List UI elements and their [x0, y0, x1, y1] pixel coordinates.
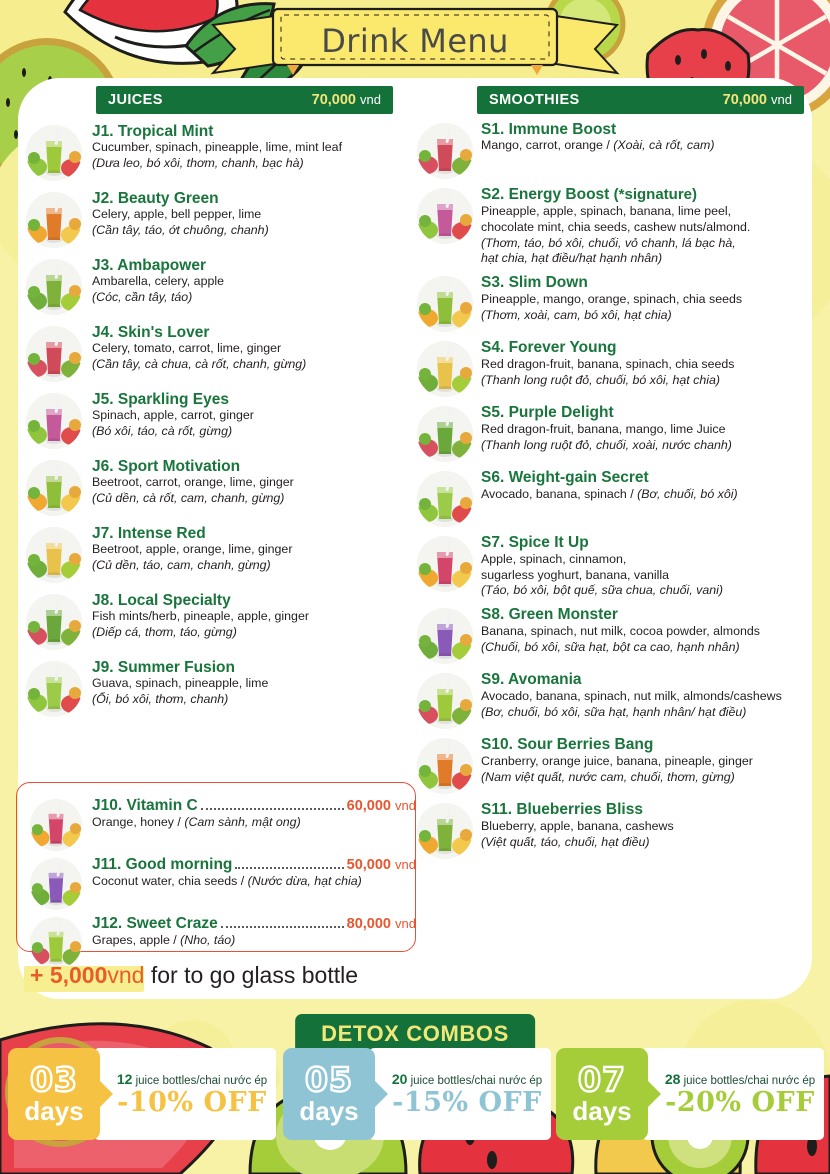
smoothie-item-name: S8. Green Monster: [481, 606, 618, 624]
togo-text: for to go glass bottle: [144, 962, 358, 988]
smoothie-item-desc: Cranberry, orange juice, banana, pineaple, ginger: [481, 753, 753, 768]
special-item-price: 60,000 vnd: [346, 798, 416, 814]
special-item-body: [92, 797, 416, 831]
detox-days-number: 05: [305, 1060, 353, 1100]
smoothie-item-desc-vn-2: hạt chia, hạt điều/hạt hạnh nhân): [481, 251, 663, 266]
special-item-desc: Coconut water, chia seeds / (Nước dừa, hạt chia): [92, 874, 362, 888]
detox-bottles: 28 juice bottles/chai nước ép: [664, 1070, 816, 1087]
smoothie-item-name: S1. Immune Boost: [481, 121, 617, 138]
juice-item-desc: Cucumber, spinach, pineapple, lime, mint leaf: [92, 140, 343, 155]
juice-thumb-j11: [30, 858, 82, 910]
juice-item-name: J8. Local Specialty: [92, 592, 231, 609]
special-juices-list: [16, 786, 416, 969]
smoothie-item-desc: Avocado, banana, spinach / (Bơ, chuối, bó xôi): [481, 486, 738, 501]
smoothie-thumb-s3: [417, 276, 473, 332]
juice-item-desc: Celery, tomato, carrot, lime, ginger: [92, 341, 282, 356]
juice-thumb-j6: [26, 460, 82, 516]
juice-item: [8, 257, 403, 315]
smoothie-item-name: S3. Slim Down: [481, 274, 588, 292]
juices-section-header: [96, 86, 393, 114]
smoothies-header-label: SMOOTHIES: [489, 92, 580, 108]
smoothie-item-body: [481, 404, 818, 453]
detox-days-box: [283, 1048, 375, 1140]
leader-dots: [201, 808, 344, 810]
special-juice-item: [16, 915, 416, 969]
special-item-name: J11. Good morning: [92, 856, 233, 873]
juice-item-name: J9. Summer Fusion: [92, 659, 235, 676]
special-item-name: J10. Vitamin C: [92, 797, 198, 814]
juice-item: [8, 659, 403, 717]
smoothie-item-desc: Red dragon-fruit, banana, mango, lime Juice: [481, 421, 726, 436]
special-item-body: [92, 856, 416, 890]
special-item-price: 80,000 vnd: [346, 916, 416, 932]
juice-thumb-j2: [26, 192, 82, 248]
juice-thumb-j8: [26, 594, 82, 650]
smoothie-item-body: [481, 534, 818, 599]
juice-item-desc: Fish mints/herb, pineaple, apple, ginger: [92, 609, 309, 624]
smoothies-list: [415, 121, 818, 859]
page-title: Drink Menu: [321, 22, 509, 60]
special-item-price-row: [92, 856, 416, 874]
juice-item: [8, 190, 403, 248]
leader-dots: [235, 867, 343, 869]
detox-combo-info: [642, 1048, 824, 1140]
juice-item-desc-vn: (Củ dền, táo, cam, chanh, gừng): [92, 558, 271, 573]
detox-days-box: [8, 1048, 100, 1140]
smoothie-thumb-s9: [417, 673, 473, 729]
smoothie-item-body: [481, 469, 818, 502]
smoothie-item-body: [481, 339, 818, 388]
smoothie-item-body: [481, 274, 818, 323]
togo-amount: 5,000: [49, 962, 108, 988]
smoothie-item-name: S5. Purple Delight: [481, 404, 614, 422]
smoothies-header-price: 70,000 vnd: [722, 92, 792, 108]
juice-item-desc-vn: (Dưa leo, bó xôi, thơm, chanh, bạc hà): [92, 156, 304, 171]
detox-combo: [8, 1048, 276, 1140]
special-item-price: 50,000 vnd: [346, 857, 416, 873]
detox-discount: -10% OFF: [117, 1086, 267, 1118]
juice-item-name: J1. Tropical Mint: [92, 123, 214, 140]
detox-discount: -20% OFF: [665, 1086, 815, 1118]
smoothie-thumb-s11: [417, 803, 473, 859]
juice-item-body: [92, 190, 403, 239]
smoothie-thumb-s1: [417, 123, 473, 179]
juice-item-name: J2. Beauty Green: [92, 190, 219, 207]
juice-item-name: J6. Sport Motivation: [92, 458, 241, 475]
smoothie-item: [415, 736, 818, 794]
detox-combo: [283, 1048, 551, 1140]
detox-combo: [556, 1048, 824, 1140]
juice-item: [8, 324, 403, 382]
detox-discount: -15% OFF: [392, 1086, 542, 1118]
smoothies-column: [415, 86, 830, 859]
juice-item-desc-vn: (Củ dền, cà rốt, cam, chanh, gừng): [92, 491, 285, 506]
smoothie-item: [415, 274, 818, 332]
juice-item-desc-vn: (Diếp cá, thơm, táo, gừng): [92, 625, 237, 640]
juice-item-name: J5. Sparkling Eyes: [92, 391, 229, 408]
juice-item: [8, 592, 403, 650]
detox-days-label: days: [299, 1095, 359, 1126]
juices-header-price: 70,000 vnd: [311, 92, 381, 108]
smoothie-item-desc-vn: (Thơm, táo, bó xôi, chuối, vỏ chanh, lá bạc hà,: [481, 235, 736, 250]
smoothie-item-desc-vn: (Nam việt quất, nước cam, chuối, thơm, gừng): [481, 769, 735, 784]
special-item-desc: Grapes, apple / (Nho, táo): [92, 933, 236, 947]
smoothie-thumb-s5: [417, 406, 473, 462]
smoothie-item-name: S10. Sour Berries Bang: [481, 736, 654, 754]
detox-combo-info: [369, 1048, 551, 1140]
juice-thumb-j10: [30, 799, 82, 851]
smoothie-item-name: S9. Avomania: [481, 671, 582, 689]
togo-bottle-note: [30, 962, 358, 989]
smoothie-item-desc-vn: (Chuối, bó xôi, sữa hạt, bột ca cao, hạnh nhân): [481, 639, 740, 654]
smoothie-item-name: S4. Forever Young: [481, 339, 617, 357]
special-juice-item: [16, 856, 416, 910]
juice-thumb-j5: [26, 393, 82, 449]
smoothie-item-desc: Blueberry, apple, banana, cashews: [481, 818, 674, 833]
special-item-price-row: [92, 797, 416, 815]
smoothie-item-name: S2. Energy Boost (*signature): [481, 186, 697, 203]
juice-item-body: [92, 123, 403, 172]
juice-item-desc-vn: (Cần tây, táo, ớt chuông, chanh): [92, 223, 269, 238]
juice-item-body: [92, 324, 403, 373]
special-item-name: J12. Sweet Craze: [92, 915, 218, 932]
smoothie-item: [415, 339, 818, 397]
smoothie-item-body: [481, 121, 818, 154]
smoothie-item-name: S6. Weight-gain Secret: [481, 469, 649, 487]
smoothie-item-desc: Pineapple, mango, orange, spinach, chia seeds: [481, 291, 743, 306]
smoothie-item: [415, 186, 818, 267]
detox-days-number: 03: [30, 1060, 78, 1100]
juice-item-desc: Beetroot, apple, orange, lime, ginger: [92, 542, 293, 557]
juice-thumb-j9: [26, 661, 82, 717]
detox-days-number: 07: [578, 1060, 626, 1100]
togo-plus: +: [30, 962, 50, 988]
smoothie-item: [415, 534, 818, 599]
detox-days-label: days: [572, 1095, 632, 1126]
smoothie-item: [415, 404, 818, 462]
smoothie-item: [415, 469, 818, 527]
togo-unit: vnd: [107, 962, 145, 988]
detox-days-label: days: [24, 1095, 84, 1126]
juice-item: [8, 525, 403, 583]
leader-dots: [221, 926, 344, 928]
smoothie-item-desc-vn: (Thơm, xoài, cam, bó xôi, hạt chia): [481, 307, 672, 322]
juice-item: [8, 391, 403, 449]
smoothie-item-desc-vn: (Việt quất, táo, chuối, hạt điều): [481, 834, 650, 849]
special-item-desc: Orange, honey / (Cam sành, mật ong): [92, 815, 301, 829]
juice-item-body: [92, 592, 403, 641]
smoothie-item-body: [481, 671, 818, 720]
smoothie-thumb-s6: [417, 471, 473, 527]
smoothie-item-desc: Red dragon-fruit, banana, spinach, chia seeds: [481, 356, 735, 371]
detox-bottles: 20 juice bottles/chai nước ép: [391, 1070, 543, 1087]
smoothie-item-name: S7. Spice It Up: [481, 534, 589, 552]
smoothie-item-body: [481, 801, 818, 850]
juice-thumb-j1: [26, 125, 82, 181]
juice-item-body: [92, 659, 403, 708]
smoothie-item-desc-vn: (Bơ, chuối, bó xôi, sữa hạt, hạnh nhân/ hạt điều): [481, 704, 747, 719]
special-item-body: [92, 915, 416, 949]
smoothie-item-desc: Banana, spinach, nut milk, cocoa powder, almonds: [481, 623, 760, 638]
smoothie-item-desc: Mango, carrot, orange / (Xoài, cà rốt, cam): [481, 138, 715, 153]
juice-item-desc-vn: (Ổi, bó xôi, thơm, chanh): [92, 692, 229, 707]
smoothie-thumb-s4: [417, 341, 473, 397]
juice-item-desc-vn: (Cần tây, cà chua, cà rốt, chanh, gừng): [92, 357, 307, 372]
juice-item-body: [92, 257, 403, 306]
detox-combo-info: [94, 1048, 276, 1140]
juices-list: [8, 123, 403, 717]
juice-item-desc: Beetroot, carrot, orange, lime, ginger: [92, 475, 294, 490]
juice-thumb-j3: [26, 259, 82, 315]
juice-item-desc-vn: (Bó xôi, táo, cà rốt, gừng): [92, 424, 233, 439]
smoothie-item: [415, 801, 818, 859]
juice-thumb-j7: [26, 527, 82, 583]
detox-combos-row: [0, 1048, 830, 1160]
smoothie-item: [415, 606, 818, 664]
detox-combos-banner: DETOX COMBOS: [295, 1014, 535, 1055]
smoothie-item-name: S11. Blueberries Bliss: [481, 801, 643, 819]
juice-item-name: J4. Skin's Lover: [92, 324, 210, 341]
smoothie-item-body: [481, 606, 818, 655]
smoothie-thumb-s10: [417, 738, 473, 794]
juice-item-desc: Guava, spinach, pineapple, lime: [92, 676, 269, 691]
smoothie-item-desc-2: sugarless yoghurt, banana, vanilla: [481, 567, 670, 582]
juice-item-body: [92, 525, 403, 574]
smoothie-item-desc-vn: (Thanh long ruột đỏ, chuối, xoài, nước chanh): [481, 437, 732, 452]
smoothie-item-body: [481, 736, 818, 785]
juice-thumb-j4: [26, 326, 82, 382]
juice-item: [8, 123, 403, 181]
juice-item-desc: Celery, apple, bell pepper, lime: [92, 207, 262, 222]
smoothie-thumb-s7: [417, 536, 473, 592]
juice-item: [8, 458, 403, 516]
title-ribbon: [0, 5, 830, 77]
smoothies-section-header: [477, 86, 804, 114]
smoothie-item-body: [481, 186, 818, 267]
detox-days-box: [556, 1048, 648, 1140]
juice-item-desc: Ambarella, celery, apple: [92, 274, 225, 289]
special-item-price-row: [92, 915, 416, 933]
smoothie-item-desc: Apple, spinach, cinnamon,: [481, 551, 627, 566]
juice-item-desc: Spinach, apple, carrot, ginger: [92, 408, 254, 423]
juices-column: [0, 86, 415, 859]
smoothie-item: [415, 671, 818, 729]
juices-header-label: JUICES: [108, 92, 163, 108]
juice-item-name: J3. Ambapower: [92, 257, 206, 274]
smoothie-thumb-s8: [417, 608, 473, 664]
juice-item-body: [92, 391, 403, 440]
detox-bottles: 12 juice bottles/chai nước ép: [116, 1070, 268, 1087]
juice-item-name: J7. Intense Red: [92, 525, 206, 542]
smoothie-item-desc-2: chocolate mint, chia seeds, cashew nuts/almond.: [481, 219, 751, 234]
smoothie-item-desc: Avocado, banana, spinach, nut milk, almonds/cashews: [481, 688, 782, 703]
smoothie-item-desc-vn: (Táo, bó xôi, bột quế, sữa chua, chuối, vani): [481, 583, 724, 598]
smoothie-item: [415, 121, 818, 179]
juice-item-body: [92, 458, 403, 507]
smoothie-item-desc-vn: (Thanh long ruột đỏ, chuối, bó xôi, hạt chia): [481, 372, 721, 387]
juice-item-desc-vn: (Cóc, cần tây, táo): [92, 290, 193, 305]
special-juice-item: [16, 797, 416, 851]
smoothie-item-desc: Pineapple, apple, spinach, banana, lime peel,: [481, 203, 732, 218]
smoothie-thumb-s2: [417, 188, 473, 244]
